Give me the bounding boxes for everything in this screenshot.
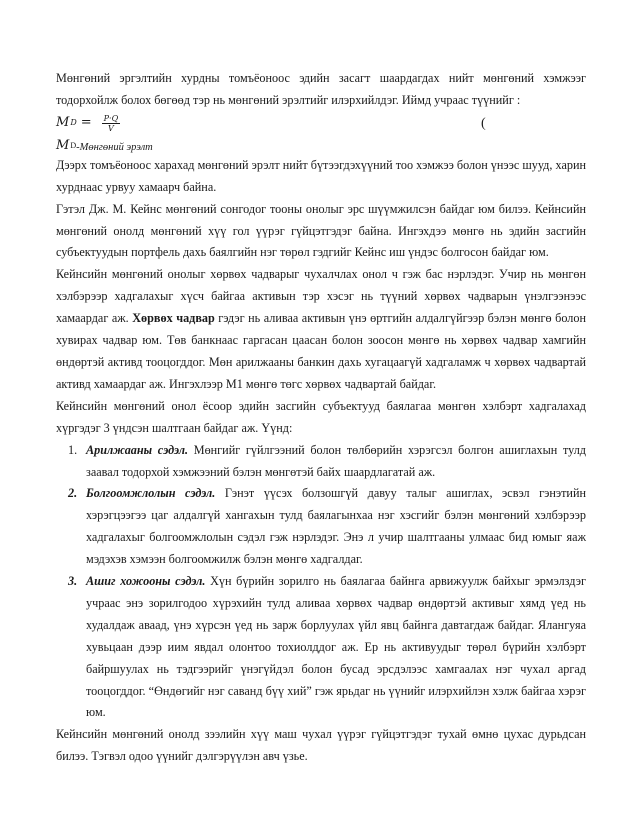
paragraph-3-before: Кейнсийн мөнгөний онолыг хөрвөх чадварыг чухалчлах онол ч гэж бас нэрлэдэг. Учир нь мөнгөн хэлбэрээр хадгалахыг хүсч байгаа активын тэр хэсэг нь түүний хөрвөх чадварын үнэлгээнээс хамаардаг аж. — [56, 267, 586, 326]
motives-list — [56, 440, 586, 725]
list-marker: 2. — [68, 486, 78, 501]
formula-expression — [56, 112, 120, 134]
list-marker: 3. — [68, 574, 78, 589]
formula-fraction — [102, 114, 120, 133]
intro-paragraph: Мөнгөний эргэлтийн хурдны томъёоноос эдийн засагт шаардагдах нийт мөнгөний хэмжээг тодорхойлж болох бөгөөд тэр нь мөнгөний эрэлтийг илэрхийлдэг. Иймд учраас түүнийг : — [56, 71, 586, 107]
paragraph-3-after: гэдэг нь аливаа активын үнэ өртгийн алдалгүйгээр бэлэн мөнгө болон хувирах чадвар юм. Төв банкнаас гаргасан цаасан болон зоосон мөнгө нь хөрвөх чадвар хамгийн өндөртэй активд тооцогддог. Мөн арилжааны банкин дахь хугацаагүй хадгаламж ч хөрвөх чадвартай активд хамаардаг аж. Ингэхлээр М1 мөнгө төгс хөрвөх чадвартай байдаг. — [56, 311, 587, 391]
formula-definition — [56, 135, 586, 155]
definition-symbol: M — [56, 137, 70, 153]
paragraph-5: Кейнсийн мөнгөний онолд зээлийн хүү маш чухал үүрэг гүйцэтгэдэг тухай өмнө цухас дурьдсан билээ. Тэгвэл одоо үүнийг дэлгэрүүлэн авч үзье. — [56, 727, 586, 764]
formula-denominator: V — [107, 123, 114, 133]
list-item-title: Болгоомжлолын сэдэл. — [86, 486, 216, 501]
list-item-text: Мөнгийг гүйлгээний болон төлбөрийн хэрэгсэл болгон ашиглахын тулд заавал тодорхой хэмжээний бэлэн мөнгөтэй байх шаардлагатай аж. — [86, 442, 586, 479]
paragraph-3 — [56, 264, 586, 395]
definition-text: -Мөнгөний эрэлт — [76, 141, 153, 153]
document-page — [56, 68, 586, 768]
list-marker: 1. — [68, 442, 78, 457]
definition-symbol-sup: D — [70, 140, 77, 150]
paragraph-4: Кейнсийн мөнгөний онол ёсоор эдийн засгийн субъектууд баялагаа мөнгөн хэлбэрт хадгалахад хүргэдэг 3 үндсэн шалтгаан байдаг аж. Үүнд: — [56, 398, 586, 435]
formula-lhs-sup: D — [70, 118, 77, 128]
formula-numerator: P·Q — [103, 113, 119, 123]
list-item-title: Арилжааны сэдэл. — [86, 442, 189, 457]
list-item — [56, 571, 586, 724]
list-item-text: Гэнэт үүсэх болзошгүй давуу талыг ашиглах, эсвэл гэнэтийн хэрэгцээгээ цаг алдалгүй хангахын тулд баялагынхаа нэг хэсгийг бэлэн мөнгөний хэлбэрээр хадгалахыг болгоомжлолын сэдэл гэж нэрлэдэг. Энэ л учир шалтгааны улмаас бид юмыг яаж мэдэхэв хэмээн болгоомжилж бэлэн мөнгө хадгалдаг. — [86, 486, 586, 567]
list-item — [56, 483, 586, 571]
paragraph-1: Дээрх томъёоноос харахад мөнгөний эрэлт нийт бүтээгдэхүүний тоо хэмжээ болон үнээс шууд, харин хурднаас урвуу хамаарч байна. — [56, 157, 586, 194]
paragraph-3-bold-term: Хөрвөх чадвар — [132, 311, 215, 326]
list-item-title: Ашиг хожооны сэдэл. — [86, 574, 206, 589]
money-demand-formula — [56, 112, 586, 135]
formula-equals: = — [80, 115, 92, 131]
list-item — [56, 440, 586, 484]
equation-number-paren: ( — [481, 115, 486, 131]
paragraph-2: Гэтэл Дж. М. Кейнс мөнгөний сонгодог тооны онолыг эрс шүүмжилсэн байдаг юм билээ. Кейнсийн мөнгөний онолд мөнгөний хүү гол үүрэг гүйцэтгэдэг байна. Ингэхдээ мөнгө нь эдийн засгийн субъектуудын портфель дахь баялгийн нэг төрөл гэдгийг Кейнс иш үндэс болгосон байдаг юм. — [56, 201, 586, 260]
list-item-text: Хүн бүрийн зорилго нь баялагаа байнга арвижуулж байхыг эрмэлздэг учраас энэ зорилгодоо хүрэхийн тулд аливаа хөрвөх чадвар өндөртэй активыг хямд үед нь худалдаж аваад, үнэ хүрсэн үед нь зарж борлуулах үйл явц байнга давтагдаж байдаг. Ялангуяа хувьцаан дээр иим явдал олонтоо тохиолддог аж. Ер нь активуудыг төрөл бүрийн хэлбэрт байршуулах нь тэдгээрийг үнэгүйдэл болон бусад эрсдэлээс хамгаалах нэг чухал аргад тооцогддог. “Өндөгийг нэг саванд бүү хий” гэж ярьдаг нь үүнийг илэрхийлэн хэлж байгаа хэрэг юм. — [86, 574, 586, 720]
formula-lhs: M — [56, 115, 70, 131]
